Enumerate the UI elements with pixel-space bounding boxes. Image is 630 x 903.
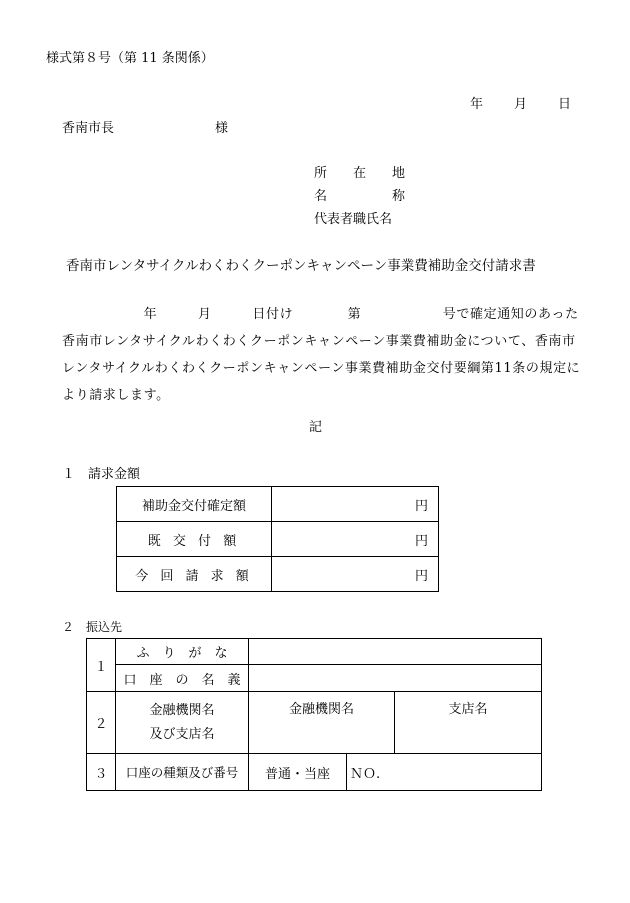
- address-label: 所 在 地: [314, 166, 406, 181]
- document-title: 香南市レンタサイクルわくわくクーポンキャンペーン事業費補助金交付請求書: [66, 258, 536, 274]
- representative-label: 代表者職氏名: [314, 212, 393, 227]
- table-row: [117, 557, 439, 592]
- bank-label-line1: 金融機関名: [149, 702, 215, 718]
- date-year: 年: [470, 97, 484, 112]
- ki-marker: 記: [309, 420, 323, 435]
- account-type-value: 普通・当座: [249, 754, 347, 791]
- addressee-name: 香南市長: [62, 121, 115, 136]
- amount-label-paid: 既 交 付 額: [117, 522, 272, 557]
- row-number: ２: [87, 692, 116, 754]
- table-row: [87, 692, 542, 754]
- bank-label-line2: 及び支店名: [149, 726, 215, 742]
- claim-amount-table: [116, 486, 439, 592]
- table-row: [117, 522, 439, 557]
- furigana-label: ふ り が な: [116, 639, 249, 665]
- bank-name-cell[interactable]: 金融機関名: [249, 692, 395, 754]
- row-number: ３: [87, 754, 116, 791]
- table-row: [117, 487, 439, 522]
- date-month: 月: [514, 97, 528, 112]
- addressee-honorific: 様: [215, 121, 229, 136]
- amount-unit: 円: [272, 557, 439, 592]
- section2-heading: ２ 振込先: [62, 620, 123, 634]
- account-type-label: 口座の種類及び番号: [116, 754, 249, 791]
- row-number: １: [87, 639, 116, 692]
- bank-branch-label: [116, 692, 249, 754]
- body-text: 年 月 日付け 第 号で確定通知のあった香南市レンタサイクルわくわくクーポンキャンペーン事業費補助金について、香南市レンタサイクルわくわくクーポンキャンペーン事業費補助金交付要綱第11条の規定により請求します。: [62, 307, 581, 403]
- date-day: 日: [558, 97, 572, 112]
- branch-name-cell[interactable]: 支店名: [395, 692, 542, 754]
- transfer-table: [86, 638, 542, 791]
- amount-unit: 円: [272, 522, 439, 557]
- furigana-value[interactable]: [249, 639, 542, 665]
- amount-label-confirmed: 補助金交付確定額: [117, 487, 272, 522]
- account-holder-value[interactable]: [249, 665, 542, 692]
- table-row: [87, 754, 542, 791]
- amount-unit: 円: [272, 487, 439, 522]
- table-row: [87, 665, 542, 692]
- account-number-cell[interactable]: ＮＯ.: [347, 754, 542, 791]
- amount-label-this-time: 今 回 請 求 額: [117, 557, 272, 592]
- name-label: 名 称: [314, 189, 406, 204]
- account-holder-label: 口 座 の 名 義: [116, 665, 249, 692]
- table-row: [87, 639, 542, 665]
- section1-heading: １ 請求金額: [62, 467, 141, 482]
- form-number: 様式第８号（第 11 条関係）: [46, 51, 214, 66]
